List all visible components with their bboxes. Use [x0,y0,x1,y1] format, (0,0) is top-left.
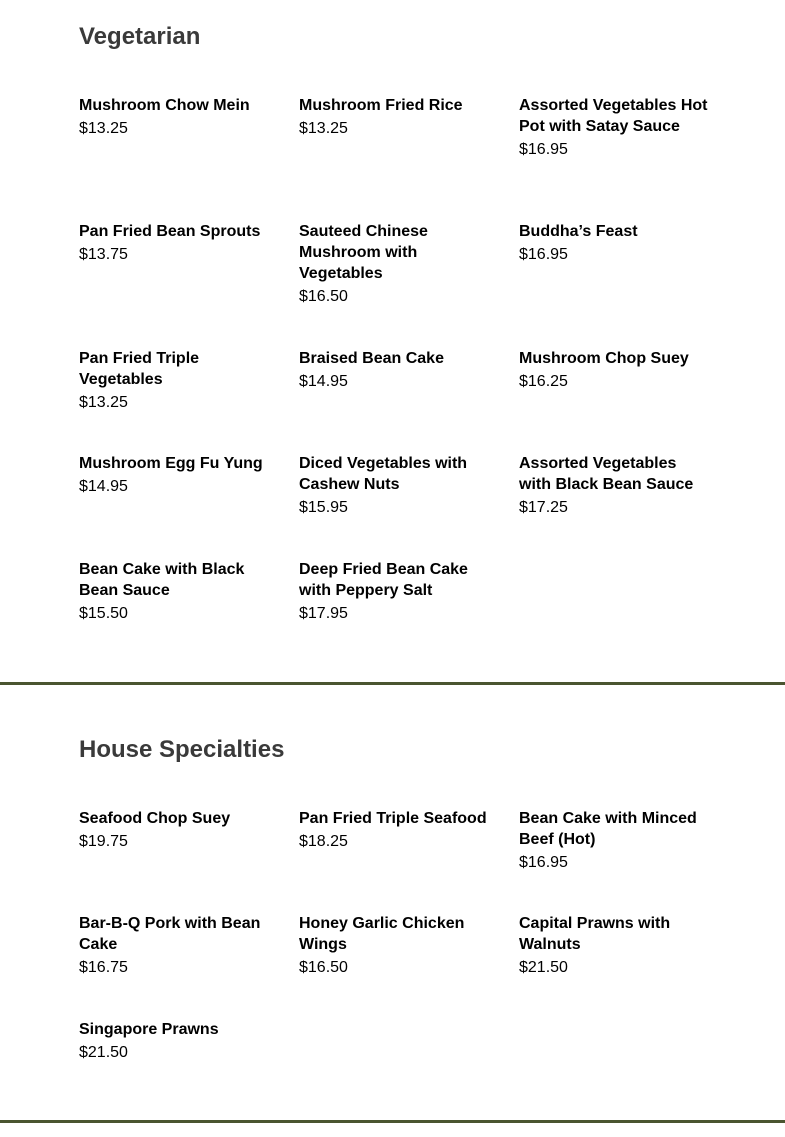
menu-item [299,348,489,392]
menu-item-name: Sauteed Chinese Mushroom with Vegetables [299,223,428,282]
menu-item [79,348,269,413]
menu-item-name: Mushroom Egg Fu Yung [79,455,263,472]
menu-item [79,808,269,852]
menu-item-price: $13.75 [79,246,128,263]
section-title: House Specialties [79,736,285,763]
menu-item-name: Pan Fried Bean Sprouts [79,223,261,240]
section-divider [0,1120,785,1123]
menu-item [79,913,269,978]
menu-item-price: $17.95 [299,605,348,622]
menu-item-price: $14.95 [299,373,348,390]
menu-item [299,559,489,624]
menu-item-name: Singapore Prawns [79,1021,219,1038]
menu-item-price: $13.25 [299,120,348,137]
menu-item-name: Pan Fried Triple Seafood [299,810,487,827]
section-divider [0,682,785,685]
menu-item [299,95,489,139]
menu-item-price: $16.75 [79,959,128,976]
menu-item-name: Assorted Vegetables Hot Pot with Satay Sauce [519,97,708,135]
menu-item-price: $16.95 [519,854,568,871]
menu-item [299,913,489,978]
menu-item-price: $16.50 [299,288,348,305]
menu-item [519,808,709,873]
menu-item-name: Buddha’s Feast [519,223,638,240]
menu-item-name: Seafood Chop Suey [79,810,231,827]
menu-item-name: Mushroom Chow Mein [79,97,250,114]
menu-item [519,95,709,160]
menu-item [519,221,709,265]
menu-item-name: Pan Fried Triple Vegetables [79,350,200,388]
menu-item-price: $21.50 [519,959,568,976]
menu-item [299,221,489,307]
menu-item-price: $17.25 [519,499,568,516]
menu-item-price: $21.50 [79,1044,128,1061]
menu-item-name: Mushroom Fried Rice [299,97,463,114]
menu-item [299,808,489,852]
menu-item-price: $16.50 [299,959,348,976]
menu-item-name: Mushroom Chop Suey [519,350,689,367]
menu-item [299,453,489,518]
section-title: Vegetarian [79,23,201,50]
menu-item-price: $18.25 [299,833,348,850]
menu-item-name: Bar-B-Q Pork with Bean Cake [79,915,261,953]
menu-item-price: $14.95 [79,478,128,495]
menu-item-name: Braised Bean Cake [299,350,444,367]
menu-item-price: $13.25 [79,120,128,137]
menu-item [519,453,709,518]
menu-item-price: $16.95 [519,141,568,158]
menu-item [519,913,709,978]
menu-item-price: $15.95 [299,499,348,516]
menu-item-name: Bean Cake with Black Bean Sauce [79,561,245,599]
menu-item [79,95,269,139]
menu-item [79,453,269,497]
menu-item [79,221,269,265]
menu-item-name: Capital Prawns with Walnuts [519,915,671,953]
menu-item-price: $16.95 [519,246,568,263]
menu-item-price: $15.50 [79,605,128,622]
menu-item-name: Bean Cake with Minced Beef (Hot) [519,810,697,848]
menu-item-price: $13.25 [79,394,128,411]
menu-item [79,1019,269,1063]
menu-item-name: Honey Garlic Chicken Wings [299,915,465,953]
menu-item [519,348,709,392]
menu-item [79,559,269,624]
menu-item-name: Assorted Vegetables with Black Bean Sauce [519,455,694,493]
menu-item-name: Diced Vegetables with Cashew Nuts [299,455,468,493]
menu-item-name: Deep Fried Bean Cake with Peppery Salt [299,561,468,599]
menu-item-price: $16.25 [519,373,568,390]
menu-item-price: $19.75 [79,833,128,850]
